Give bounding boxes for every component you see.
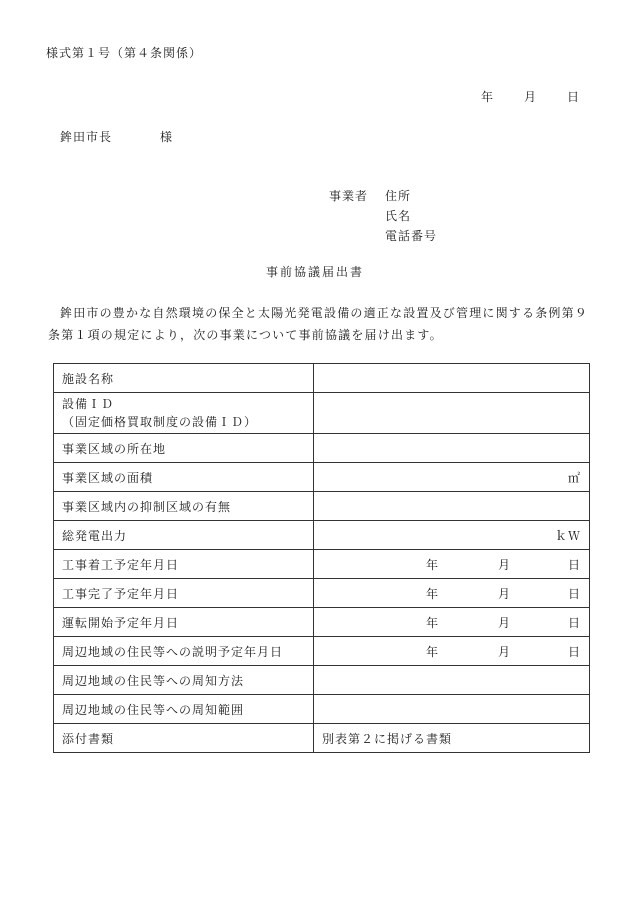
attachments-label: 添付書類 <box>54 724 314 753</box>
year-label: 年 <box>425 615 439 630</box>
briefing-date-label: 周辺地域の住民等への説明予定年月日 <box>54 637 314 666</box>
table-row <box>54 579 590 608</box>
table-row <box>54 550 590 579</box>
total-output-value <box>314 521 590 550</box>
notice-method-label: 周辺地域の住民等への周知方法 <box>54 666 314 695</box>
date-month-label: 月 <box>523 90 537 104</box>
table-row <box>54 724 590 753</box>
month-label: 月 <box>497 615 511 630</box>
equipment-id-value <box>314 393 590 434</box>
submission-date <box>481 88 580 105</box>
site-area-value <box>314 463 590 492</box>
total-output-label: 総発電出力 <box>54 521 314 550</box>
attachments-value: 別表第２に掲げる書類 <box>314 724 590 753</box>
equipment-id-line2: （固定価格買取制度の設備ＩＤ） <box>62 415 258 429</box>
addressee-name: 鉾田市長 <box>60 130 113 144</box>
output-unit: ｋＷ <box>554 528 581 543</box>
table-row <box>54 695 590 724</box>
restricted-area-value <box>314 492 590 521</box>
table-row <box>54 463 590 492</box>
restricted-area-label: 事業区域内の抑制区域の有無 <box>54 492 314 521</box>
applicant-block <box>329 186 437 246</box>
facility-name-value <box>314 364 590 393</box>
day-label: 日 <box>567 557 581 572</box>
construction-start-value <box>314 550 590 579</box>
table-row <box>54 521 590 550</box>
table-row <box>54 637 590 666</box>
body-text: 鉾田市の豊かな自然環境の保全と太陽光発電設備の適正な設置及び管理に関する条例第９条第１項の規定により，次の事業について事前協議を届け出ます。 <box>48 306 589 342</box>
operation-start-label: 運転開始予定年月日 <box>54 608 314 637</box>
month-label: 月 <box>497 586 511 601</box>
addressee <box>60 128 173 145</box>
table-row <box>54 393 590 434</box>
table-row <box>54 492 590 521</box>
operation-start-value <box>314 608 590 637</box>
details-table <box>53 363 590 753</box>
day-label: 日 <box>567 615 581 630</box>
equipment-id-label <box>54 393 314 434</box>
site-location-label: 事業区域の所在地 <box>54 434 314 463</box>
table-row <box>54 608 590 637</box>
year-label: 年 <box>425 644 439 659</box>
notice-range-label: 周辺地域の住民等への周知範囲 <box>54 695 314 724</box>
document-title: 事前協議届出書 <box>265 265 364 279</box>
briefing-date-value <box>314 637 590 666</box>
year-label: 年 <box>425 557 439 572</box>
site-location-value <box>314 434 590 463</box>
table-row <box>54 434 590 463</box>
date-day-label: 日 <box>566 90 580 104</box>
month-label: 月 <box>497 557 511 572</box>
day-label: 日 <box>567 586 581 601</box>
notice-range-value <box>314 695 590 724</box>
facility-name-label: 施設名称 <box>54 364 314 393</box>
table-row <box>54 666 590 695</box>
construction-end-value <box>314 579 590 608</box>
area-unit: ㎡ <box>567 470 581 485</box>
date-year-label: 年 <box>480 90 494 104</box>
month-label: 月 <box>497 644 511 659</box>
applicant-address-label: 住所 <box>385 189 412 203</box>
equipment-id-line1: 設備ＩＤ <box>62 397 115 411</box>
day-label: 日 <box>567 644 581 659</box>
table-row <box>54 364 590 393</box>
construction-start-label: 工事着工予定年月日 <box>54 550 314 579</box>
applicant-name-label: 氏名 <box>385 209 412 223</box>
construction-end-label: 工事完了予定年月日 <box>54 579 314 608</box>
site-area-label: 事業区域の面積 <box>54 463 314 492</box>
notice-method-value <box>314 666 590 695</box>
applicant-phone-label: 電話番号 <box>385 229 438 243</box>
applicant-label: 事業者 <box>329 189 369 203</box>
year-label: 年 <box>425 586 439 601</box>
addressee-honorific: 様 <box>160 130 174 144</box>
form-number: 様式第１号（第４条関係） <box>46 46 203 60</box>
